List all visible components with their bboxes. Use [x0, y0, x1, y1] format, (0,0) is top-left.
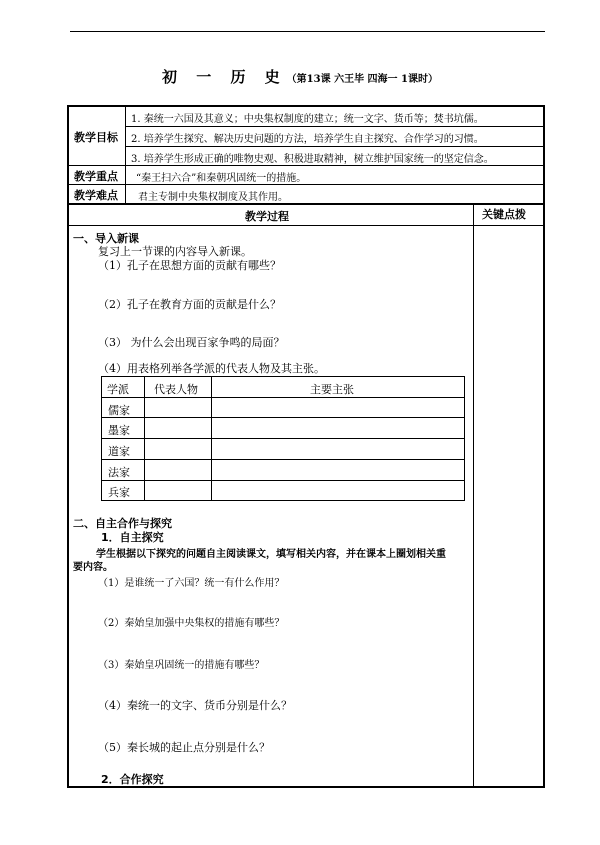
objectives-label: 教学目标: [74, 131, 118, 144]
instruction-text: 要内容。: [73, 562, 113, 573]
section1-question: （1）孔子在思想方面的贡献有哪些？: [98, 259, 281, 272]
objectives-bottom-line: [67, 165, 545, 166]
table-top-border: [67, 105, 545, 107]
header-label-divider: [125, 105, 126, 204]
title-sub: （第13课 六王毕 四海一 1课时）: [286, 74, 438, 85]
objective-item: 3. 培养学生形成正确的唯物史观、积极进取精神，树立维护国家统一的坚定信念。: [131, 154, 494, 165]
page-title: [0, 66, 600, 87]
table-school-cell: 法家: [108, 466, 130, 479]
table-school-cell: 兵家: [108, 486, 130, 499]
key-text: “秦王扫六合”和秦朝巩固统一的措施。: [136, 173, 307, 184]
section1-question: （4）用表格列举各学派的代表人物及其主张。: [98, 362, 325, 375]
objectives-row-line: [125, 126, 544, 127]
section2-subtitle: 1．自主探究: [101, 531, 164, 544]
process-header: 教学过程: [245, 210, 289, 223]
section2-question: （4）秦统一的文字、货币分别是什么？: [98, 699, 292, 712]
notes-column-divider: [473, 204, 474, 787]
difficulty-text: 君主专制中央集权制度及其作用。: [138, 192, 288, 203]
objective-item: 2. 培养学生探究、解决历史问题的方法，培养学生自主探究、合作学习的习惯。: [131, 134, 484, 145]
section1-intro: 复习上一节课的内容导入新课。: [98, 245, 252, 258]
key-label: 教学重点: [74, 170, 118, 183]
table-header-cell: 代表人物: [154, 383, 198, 396]
section2-subtitle: 2．合作探究: [101, 773, 164, 786]
section1-question: （2）孔子在教育方面的贡献是什么？: [98, 298, 281, 311]
title-main: 初 一 历 史: [162, 68, 287, 86]
table-left-border: [67, 105, 69, 788]
table-header-cell: 主要主张: [310, 383, 354, 396]
objectives-row-line: [125, 146, 544, 147]
instruction-text: 学生根据以下探究的问题自主阅读课文，填写相关内容，并在课本上圈划相关重: [96, 549, 446, 560]
table-school-cell: 墨家: [108, 424, 130, 437]
objective-item: 1. 秦统一六国及其意义；中央集权制度的建立；统一文字、货币等；焚书坑儒。: [131, 114, 484, 125]
notes-header: 关键点拨: [482, 208, 526, 221]
difficulty-label: 教学难点: [74, 189, 118, 202]
section2-question: （3）秦始皇巩固统一的措施有哪些？: [98, 660, 265, 671]
table-header-cell: 学派: [107, 383, 129, 396]
section1-question: （3） 为什么会出现百家争鸣的局面？: [98, 336, 285, 349]
top-rule: [70, 31, 545, 32]
section2-question: （1）是谁统一了六国？统一有什么作用？: [98, 578, 285, 589]
section1-title: 一、导入新课: [73, 232, 139, 245]
table-school-cell: 儒家: [108, 404, 130, 417]
section2-question: （2）秦始皇加强中央集权的措施有哪些？: [98, 618, 285, 629]
table-school-cell: 道家: [108, 445, 130, 458]
key-bottom-line: [67, 184, 545, 185]
table-right-border: [543, 105, 545, 788]
section2-question: （5）秦长城的起止点分别是什么？: [98, 741, 270, 754]
section2-title: 二、自主合作与探究: [73, 517, 172, 530]
